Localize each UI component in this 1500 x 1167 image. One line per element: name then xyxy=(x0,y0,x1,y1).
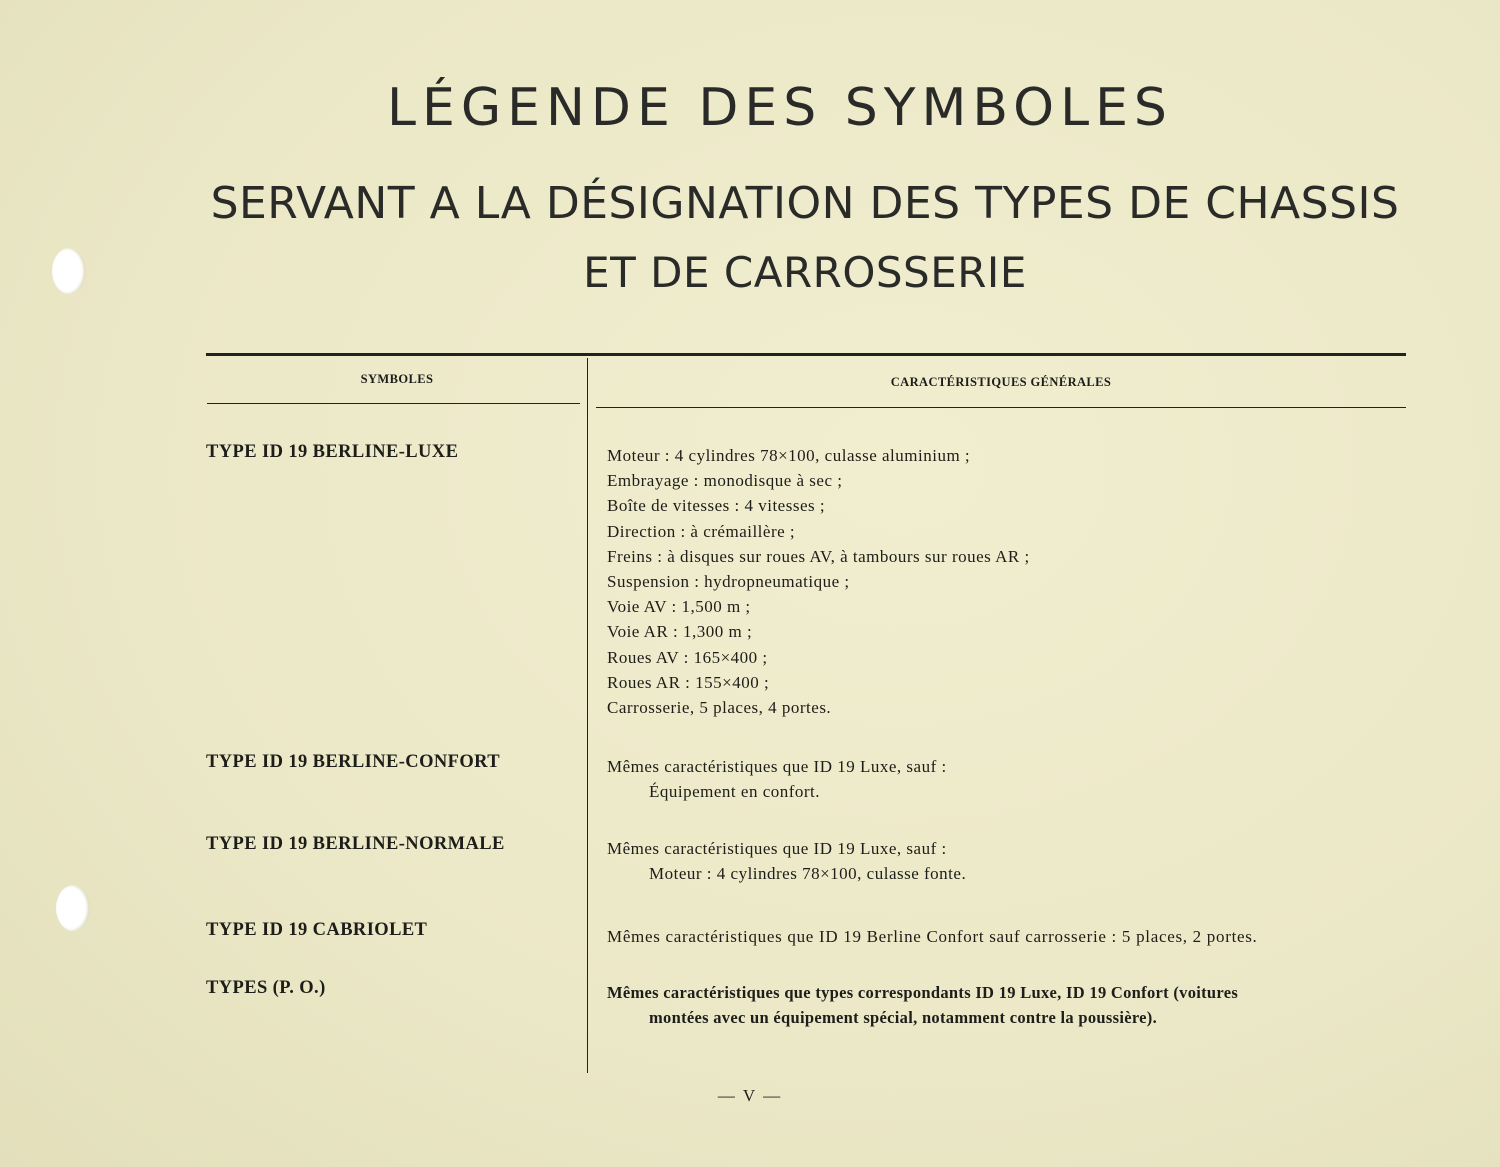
symbol-berline-normale: TYPE ID 19 BERLINE-NORMALE xyxy=(206,834,505,854)
desc-line: montées avec un équipement spécial, notamment contre la poussière). xyxy=(649,1008,1158,1028)
page-title: LÉGENDE DES SYMBOLES xyxy=(387,78,1173,138)
desc-berline-confort xyxy=(607,754,947,804)
desc-line: Mêmes caractéristiques que ID 19 Luxe, sauf : xyxy=(607,757,947,776)
desc-line: Voie AR : 1,300 m ; xyxy=(607,622,753,642)
desc-berline-luxe xyxy=(607,443,1030,720)
column-header-caracteristiques: CARACTÉRISTIQUES GÉNÉRALES xyxy=(890,375,1112,389)
symbol-berline-luxe: TYPE ID 19 BERLINE-LUXE xyxy=(206,442,459,462)
desc-line: Moteur : 4 cylindres 78×100, culasse fonte. xyxy=(649,864,967,884)
column-divider xyxy=(587,358,588,1073)
desc-line: Mêmes caractéristiques que types correspondants ID 19 Luxe, ID 19 Confort (voitures xyxy=(607,983,1239,1002)
page-number: — V — xyxy=(717,1086,783,1105)
desc-line: Carrosserie, 5 places, 4 portes. xyxy=(607,698,832,718)
desc-line: Freins : à disques sur roues AV, à tambours sur roues AR ; xyxy=(607,546,1030,566)
desc-cabriolet xyxy=(607,924,1258,949)
desc-line: Suspension : hydropneumatique ; xyxy=(607,572,850,592)
desc-line: Roues AV : 165×400 ; xyxy=(607,647,768,667)
binder-hole-top xyxy=(52,248,86,294)
desc-line: Mêmes caractéristiques que ID 19 Berline Confort sauf carrosserie : 5 places, 2 portes. xyxy=(607,927,1258,946)
table-top-rule xyxy=(206,353,1406,356)
column-header-symboles: SYMBOLES xyxy=(360,372,434,386)
desc-berline-normale xyxy=(607,836,966,886)
symbol-cabriolet: TYPE ID 19 CABRIOLET xyxy=(206,920,428,940)
desc-line: Direction : à crémaillère ; xyxy=(607,521,796,541)
page-subtitle-line1: SERVANT A LA DÉSIGNATION DES TYPES DE CHASSIS xyxy=(210,178,1400,229)
page-subtitle-line2: ET DE CARROSSERIE xyxy=(583,248,1027,297)
binder-hole-bottom xyxy=(56,885,90,931)
desc-line: Boîte de vitesses : 4 vitesses ; xyxy=(607,496,826,516)
col2-header-rule xyxy=(596,407,1406,408)
desc-line: Embrayage : monodisque à sec ; xyxy=(607,471,843,491)
desc-line: Mêmes caractéristiques que ID 19 Luxe, sauf : xyxy=(607,839,947,858)
symbol-types-po: TYPES (P. O.) xyxy=(206,978,326,998)
desc-line: Équipement en confort. xyxy=(649,782,821,802)
desc-types-po xyxy=(607,980,1238,1030)
symbol-berline-confort: TYPE ID 19 BERLINE-CONFORT xyxy=(206,752,500,772)
desc-line: Voie AV : 1,500 m ; xyxy=(607,597,751,617)
desc-line: Moteur : 4 cylindres 78×100, culasse aluminium ; xyxy=(607,446,971,465)
desc-line: Roues AR : 155×400 ; xyxy=(607,672,770,692)
col1-header-rule xyxy=(207,403,580,404)
